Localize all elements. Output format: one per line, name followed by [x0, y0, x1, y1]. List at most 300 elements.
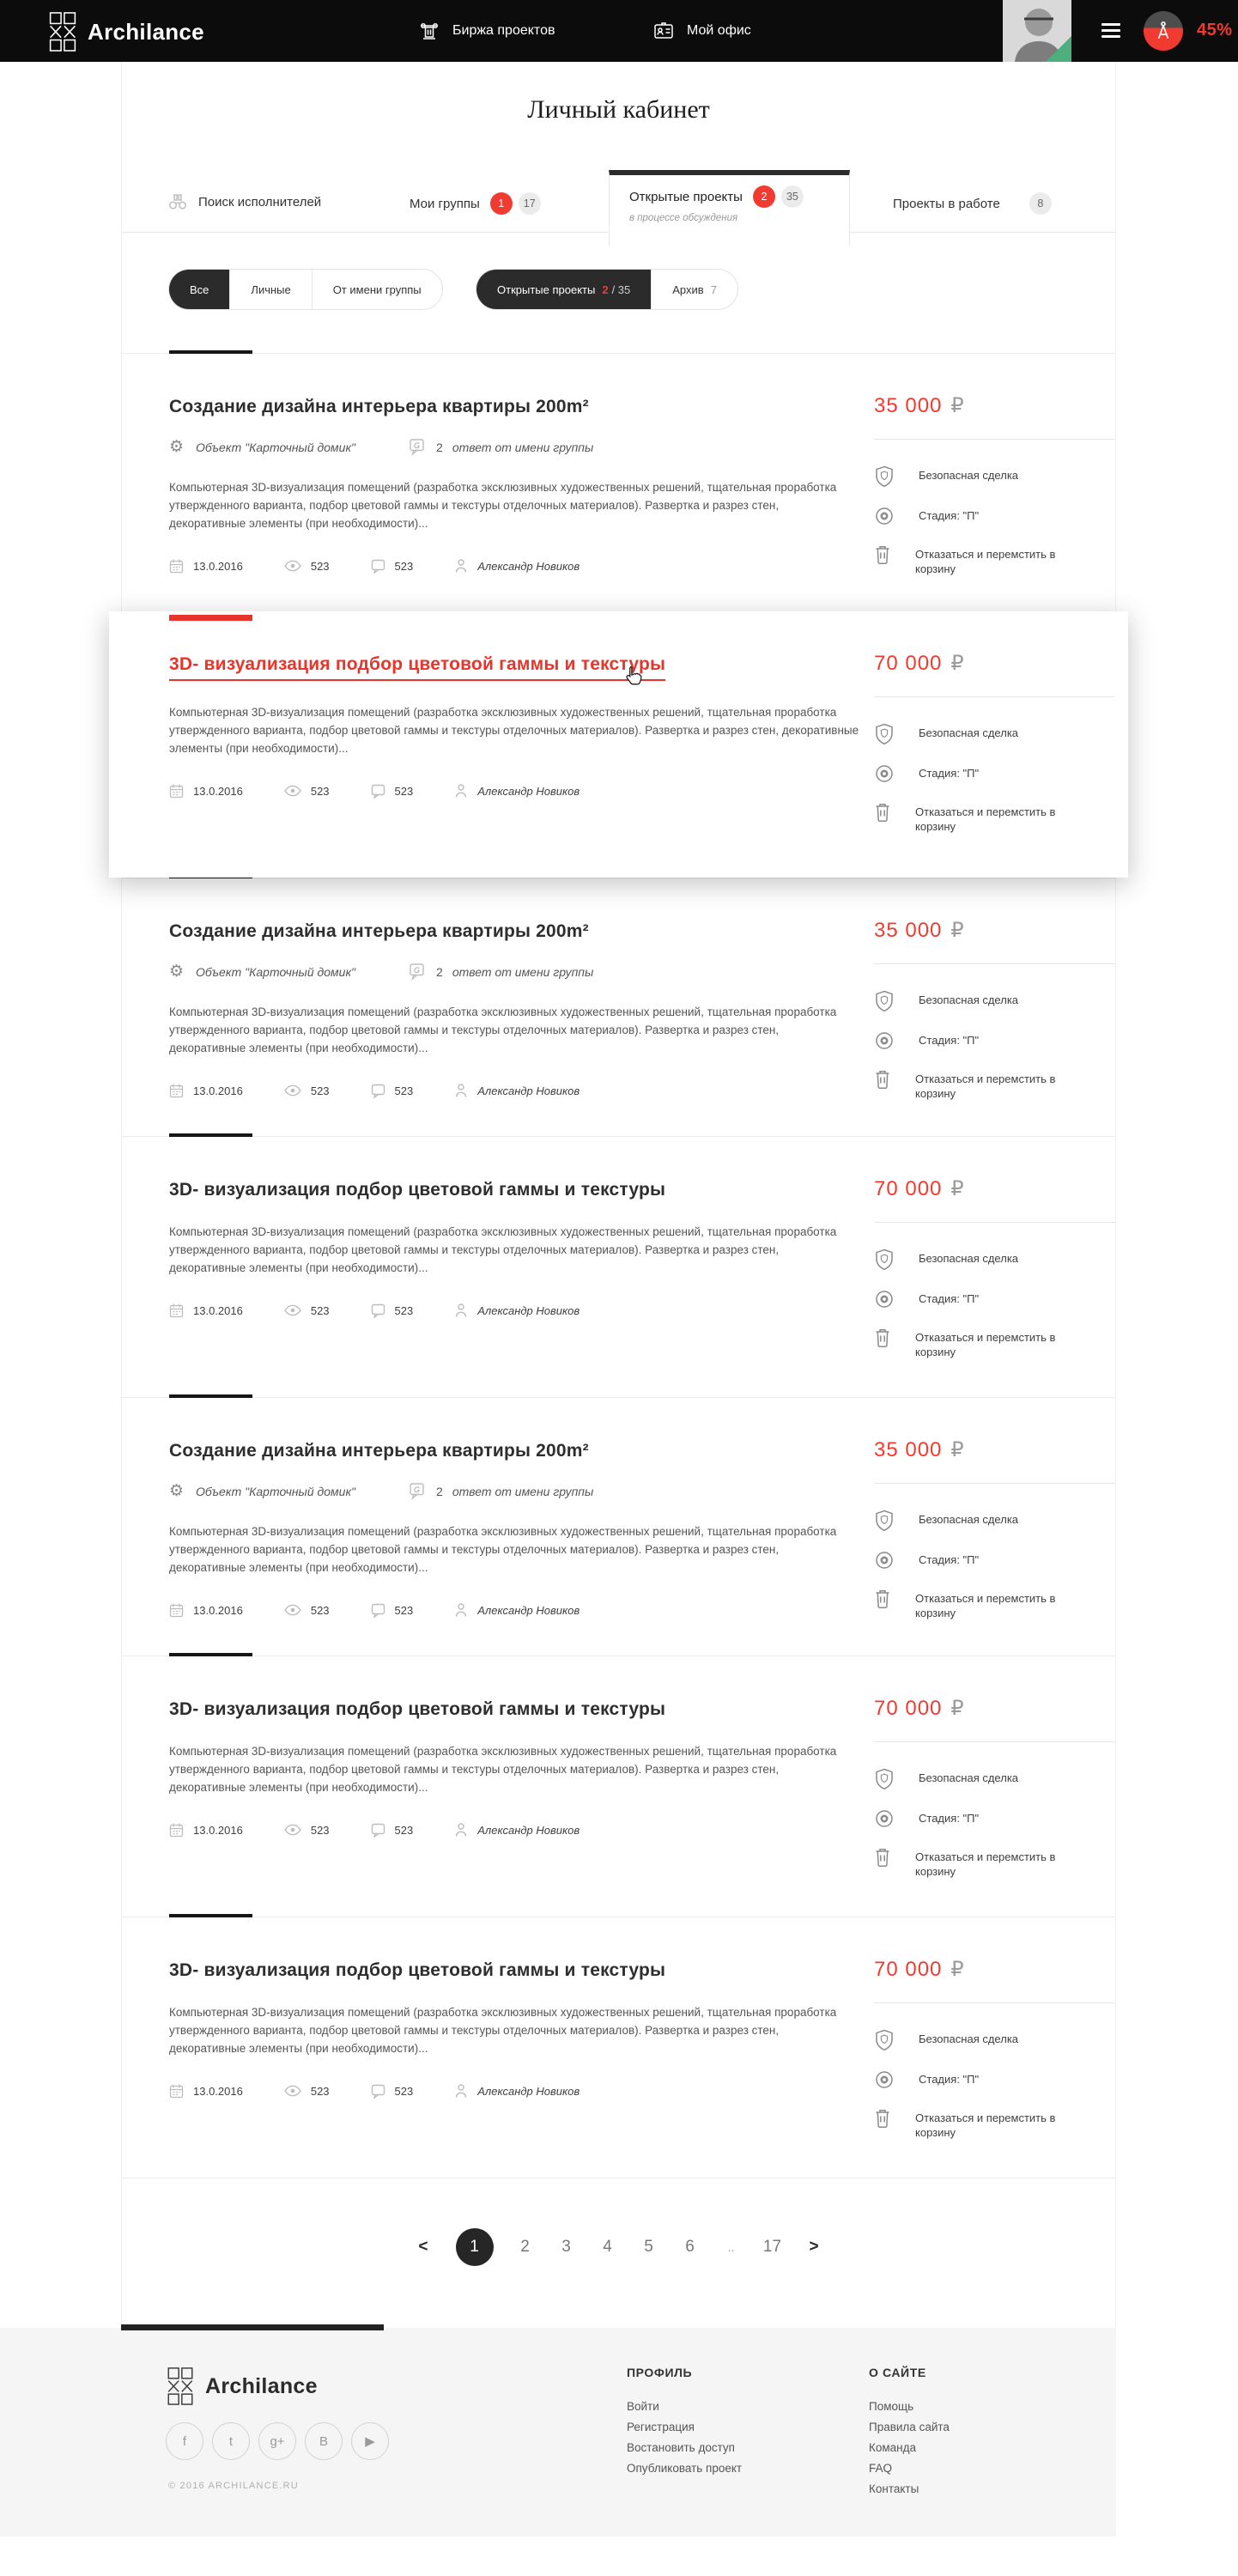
author-name: Александр Новиков [477, 784, 580, 798]
card-meta-row [169, 1083, 858, 1098]
shield-icon [874, 2029, 895, 2051]
card-side-column [874, 918, 1115, 1119]
date-meta [169, 783, 243, 799]
office-badge-icon [652, 20, 675, 42]
project-card [122, 1917, 1115, 2178]
side-divider [874, 1483, 1115, 1484]
compass-icon [1154, 21, 1173, 41]
card-main [169, 397, 858, 574]
pagination-page-3[interactable]: 3 [561, 2238, 571, 2256]
views-count: 523 [310, 1084, 330, 1097]
calendar-icon [169, 783, 184, 799]
project-description: Компьютерная 3D-визуализация помещений (разработка эксклюзивных художественных решений, тщательная проработка утвержденного варианта, подбор цветовой гаммы и текстуры отделочных материалов). Развертка и разрез стен, декоративные элементы (при необходимости)... [169, 1745, 837, 1794]
shield-icon [874, 723, 895, 745]
date-meta [169, 2083, 243, 2099]
views-meta [284, 1304, 330, 1317]
filter-archive-count: 7 [710, 283, 717, 296]
safe-deal-label: Безопасная сделка [919, 726, 1019, 739]
footer-link[interactable]: Помощь [869, 2400, 914, 2413]
discard-label: Отказаться и перемстить в корзину [915, 2111, 1056, 2139]
eye-icon [284, 2085, 301, 2097]
views-count: 523 [310, 2084, 330, 2098]
date-value: 13.0.2016 [193, 1603, 243, 1617]
date-value: 13.0.2016 [193, 2084, 243, 2098]
stage-label: Стадия: "П" [919, 767, 980, 780]
reply-label: ответ от имени группы [452, 440, 594, 454]
author-name: Александр Новиков [477, 1303, 580, 1317]
card-side-column [874, 1957, 1115, 2158]
gear-icon: ⚙ [169, 1482, 185, 1500]
comments-meta[interactable] [371, 1084, 414, 1098]
group-chat-icon [409, 1482, 427, 1500]
svg-text:G: G [414, 1485, 421, 1494]
comments-count: 523 [394, 1303, 414, 1317]
google-plus-icon[interactable]: g+ [258, 2422, 296, 2460]
svg-text:G: G [414, 966, 421, 975]
pagination-page-1[interactable]: 1 [456, 2228, 494, 2266]
object-label[interactable]: Объект "Карточный домик" [196, 440, 356, 454]
tab-bar [122, 170, 1115, 233]
social-links [166, 2422, 389, 2460]
eye-icon [284, 560, 301, 572]
tab-projects-in-progress[interactable] [893, 192, 1052, 215]
comments-meta[interactable] [371, 2084, 414, 2099]
price-value: 35 000 [874, 1438, 943, 1461]
group-reply[interactable] [409, 963, 593, 981]
card-main [169, 654, 871, 799]
pagination-pages [456, 2228, 782, 2266]
safe-deal-label: Безопасная сделка [919, 1252, 1019, 1265]
views-count: 523 [310, 1823, 330, 1837]
footer-link[interactable]: Правила сайта [869, 2421, 950, 2433]
project-card [122, 878, 1115, 1136]
top-header [0, 0, 1238, 62]
project-card [122, 1137, 1115, 1397]
card-side-column [874, 651, 1115, 852]
footer-column [627, 2366, 742, 2479]
comment-icon [371, 1603, 385, 1618]
comments-meta[interactable] [371, 1823, 414, 1838]
date-value: 13.0.2016 [193, 1823, 243, 1837]
card-main [169, 1180, 858, 1318]
safe-deal-item[interactable] [874, 2029, 1115, 2051]
filter-personal[interactable]: Личные [229, 270, 311, 309]
calendar-icon [169, 1602, 184, 1618]
comments-count: 523 [394, 2084, 414, 2098]
project-card [122, 1656, 1115, 1917]
side-divider [874, 439, 1115, 440]
group-chat-icon [409, 438, 427, 456]
trash-icon [874, 802, 891, 823]
date-meta [169, 1083, 243, 1098]
ruble-sign: ₽ [950, 918, 964, 942]
calendar-icon [169, 1822, 184, 1838]
reply-count: 2 [436, 440, 443, 454]
views-count: 523 [310, 559, 330, 573]
group-reply[interactable] [409, 1482, 593, 1500]
footer-link[interactable]: Войти [627, 2400, 659, 2413]
discard-item[interactable] [874, 544, 1115, 576]
nav-label: Биржа проектов [452, 23, 555, 38]
tab-my-groups[interactable] [410, 192, 541, 215]
stage-label: Стадия: "П" [919, 1812, 980, 1825]
card-main [169, 1699, 858, 1838]
safe-deal-label: Безопасная сделка [919, 469, 1019, 482]
ruble-sign: ₽ [950, 1696, 964, 1720]
project-price [874, 651, 1115, 676]
ruble-sign: ₽ [950, 1957, 964, 1981]
discard-item[interactable] [874, 1327, 1115, 1359]
views-meta [284, 785, 330, 798]
ruble-sign: ₽ [950, 1176, 964, 1200]
trash-icon [874, 1069, 891, 1090]
card-meta-row [169, 1602, 858, 1618]
stage-target-icon [874, 1289, 895, 1309]
safe-deal-label: Безопасная сделка [919, 2032, 1019, 2045]
comment-icon [371, 1823, 385, 1838]
card-main [169, 921, 858, 1098]
facebook-icon[interactable]: f [166, 2422, 203, 2460]
side-divider [874, 696, 1115, 697]
date-value: 13.0.2016 [193, 1303, 243, 1317]
safe-deal-label: Безопасная сделка [919, 1771, 1019, 1784]
badge-new-count: 2 [753, 185, 775, 208]
project-price [874, 1176, 1115, 1201]
footer-link[interactable]: Команда [869, 2441, 917, 2454]
pagination-page-..: .. [727, 2240, 735, 2254]
pagination-next[interactable]: > [809, 2238, 819, 2256]
card-meta-row [169, 783, 871, 799]
stage-label: Стадия: "П" [919, 509, 980, 522]
footer-link[interactable]: Опубликовать проект [627, 2462, 743, 2475]
project-list [122, 353, 1115, 2178]
object-label[interactable]: Объект "Карточный домик" [196, 964, 356, 979]
project-description: Компьютерная 3D-визуализация помещений (разработка эксклюзивных художественных решений, тщательная проработка утвержденного варианта, подбор цветовой гаммы и текстуры отделочных материалов). Развертка и разрез стен, декоративные элементы (при необходимости)... [169, 1225, 837, 1274]
footer-link[interactable]: Регистрация [627, 2421, 695, 2433]
comments-count: 523 [394, 559, 414, 573]
comment-icon [371, 784, 385, 799]
stage-item[interactable] [874, 1289, 1115, 1309]
trash-icon [874, 1847, 891, 1868]
pagination-page-6[interactable]: 6 [685, 2238, 695, 2256]
views-meta [284, 1824, 330, 1837]
tab-label: Мои группы [410, 196, 480, 211]
nav-label: Мой офис [687, 23, 751, 38]
profile-progress-percent: 45% [1197, 21, 1233, 39]
person-icon [454, 783, 468, 799]
safe-deal-item[interactable] [874, 1768, 1115, 1790]
stage-target-icon [874, 1808, 895, 1829]
eye-icon [284, 1084, 301, 1097]
discard-item[interactable] [874, 1847, 1115, 1879]
author-meta[interactable] [454, 1602, 580, 1618]
stage-target-icon [874, 1030, 895, 1051]
pagination-page-4[interactable]: 4 [603, 2238, 612, 2256]
twitter-icon[interactable]: t [212, 2422, 250, 2460]
person-icon [454, 2083, 468, 2099]
stage-item[interactable] [874, 506, 1115, 526]
author-name: Александр Новиков [477, 1084, 580, 1097]
views-count: 523 [310, 784, 330, 798]
safe-deal-label: Безопасная сделка [919, 993, 1019, 1006]
card-main [169, 1441, 858, 1618]
discard-label: Отказаться и перемстить в корзину [915, 1592, 1056, 1619]
project-price [874, 918, 1115, 943]
nav-my-office[interactable] [652, 0, 751, 62]
binoculars-icon [168, 192, 187, 211]
card-side-column [874, 1696, 1115, 1897]
price-value: 70 000 [874, 1697, 943, 1720]
footer-column-title: ПРОФИЛЬ [627, 2366, 693, 2379]
menu-burger-icon[interactable] [1101, 23, 1120, 41]
safe-deal-item[interactable] [874, 1510, 1115, 1532]
comments-count: 523 [394, 784, 414, 798]
footer-brand-name: Archilance [205, 2373, 318, 2398]
project-title[interactable]: 3D- визуализация подбор цветовой гаммы и текстуры [169, 1960, 666, 1980]
stage-item[interactable] [874, 1808, 1115, 1829]
filter-open-projects[interactable] [476, 270, 651, 309]
profile-progress-badge[interactable] [1144, 11, 1183, 51]
footer-link[interactable]: FAQ [869, 2462, 893, 2475]
badge-new-count: 1 [490, 192, 513, 215]
discard-label: Отказаться и перемстить в корзину [915, 1331, 1056, 1358]
comment-icon [371, 1303, 385, 1318]
discard-item[interactable] [874, 802, 1115, 834]
group-reply[interactable] [409, 438, 593, 456]
tab-open-projects[interactable] [609, 170, 850, 246]
reply-label: ответ от имени группы [452, 1484, 594, 1498]
project-description: Компьютерная 3D-визуализация помещений (разработка эксклюзивных художественных решений, тщательная проработка утвержденного варианта, подбор цветовой гаммы и текстуры отделочных материалов). Развертка и разрез стен, декоративные элементы (при необходимости)... [169, 1525, 837, 1574]
eye-icon [284, 1304, 301, 1316]
person-icon [454, 558, 468, 574]
author-name: Александр Новиков [477, 559, 580, 573]
discard-label: Отказаться и перемстить в корзину [915, 548, 1056, 575]
project-description: Компьютерная 3D-визуализация помещений (разработка эксклюзивных художественных решений, тщательная проработка утвержденного варианта, подбор цветовой гаммы и текстуры отделочных материалов). Развертка и разрез стен, декоративные элементы (при необходимости)... [169, 2006, 837, 2055]
safe-deal-item[interactable] [874, 723, 1115, 745]
side-divider [874, 1741, 1115, 1742]
pagination-page-2[interactable]: 2 [520, 2238, 530, 2256]
reply-count: 2 [436, 964, 443, 979]
date-meta [169, 1303, 243, 1318]
person-icon [454, 1822, 468, 1838]
project-card [122, 354, 1115, 611]
author-meta[interactable] [454, 1822, 580, 1838]
ruble-sign: ₽ [950, 651, 964, 675]
shield-icon [874, 1768, 895, 1790]
archilance-logo-icon [167, 2367, 193, 2405]
pagination-page-5[interactable]: 5 [644, 2238, 653, 2256]
gear-icon: ⚙ [169, 438, 185, 456]
stage-label: Стадия: "П" [919, 1034, 980, 1047]
project-title[interactable]: Создание дизайна интерьера квартиры 200m² [169, 397, 589, 416]
project-title[interactable]: 3D- визуализация подбор цветовой гаммы и текстуры [169, 654, 665, 681]
filter-label: Открытые проекты [497, 283, 596, 296]
comments-meta[interactable] [371, 1303, 414, 1318]
project-price [874, 1437, 1115, 1462]
card-side-column [874, 393, 1115, 594]
brand-logo[interactable] [49, 12, 204, 52]
footer-link[interactable]: Контакты [869, 2482, 919, 2495]
ruble-sign: ₽ [950, 1437, 964, 1461]
status-filter-group [476, 269, 738, 310]
filter-bar [122, 269, 1115, 310]
price-value: 35 000 [874, 394, 943, 417]
price-value: 35 000 [874, 919, 943, 942]
filter-all[interactable]: Все [169, 270, 229, 309]
price-value: 70 000 [874, 652, 943, 675]
price-value: 70 000 [874, 1958, 943, 1981]
date-meta [169, 1602, 243, 1618]
project-price [874, 393, 1115, 418]
safe-deal-label: Безопасная сделка [919, 1513, 1019, 1526]
badge-total-count: 35 [781, 185, 804, 208]
comment-icon [371, 1084, 385, 1098]
hand-cursor-icon [622, 665, 643, 689]
trash-icon [874, 544, 891, 565]
reply-label: ответ от имени группы [452, 964, 594, 979]
author-meta[interactable] [454, 1303, 580, 1318]
object-meta-row [169, 963, 858, 981]
stage-item[interactable] [874, 2069, 1115, 2090]
ruble-sign: ₽ [950, 393, 964, 417]
pagination-page-17[interactable]: 17 [762, 2238, 782, 2256]
views-count: 523 [310, 1603, 330, 1617]
shield-icon [874, 990, 895, 1012]
footer-link[interactable]: Востановить доступ [627, 2441, 735, 2454]
tab-subtitle: в процессе обсуждения [629, 213, 738, 223]
discard-item[interactable] [874, 2108, 1115, 2140]
views-meta [284, 1604, 330, 1617]
project-card [109, 611, 1128, 878]
shield-icon [874, 1510, 895, 1532]
card-side-column [874, 1437, 1115, 1638]
person-icon [454, 1303, 468, 1318]
comment-icon [371, 2084, 385, 2099]
project-title[interactable]: Создание дизайна интерьера квартиры 200m² [169, 921, 589, 941]
pagination [122, 2178, 1115, 2328]
footer-column [869, 2366, 950, 2500]
calendar-icon [169, 558, 184, 574]
stage-target-icon [874, 506, 895, 526]
safe-deal-item[interactable] [874, 990, 1115, 1012]
comments-count: 523 [394, 1603, 414, 1617]
filter-on-behalf-of-group[interactable]: От имени группы [312, 270, 442, 309]
author-name: Александр Новиков [477, 1823, 580, 1837]
project-title[interactable]: 3D- визуализация подбор цветовой гаммы и текстуры [169, 1180, 666, 1200]
user-avatar[interactable] [1003, 0, 1071, 62]
footer-column-title: О САЙТЕ [869, 2366, 926, 2379]
discard-label: Отказаться и перемстить в корзину [915, 1850, 1056, 1878]
safe-deal-item[interactable] [874, 1249, 1115, 1271]
safe-deal-item[interactable] [874, 465, 1115, 488]
filter-archive[interactable] [651, 270, 737, 309]
date-meta [169, 1822, 243, 1838]
views-meta [284, 560, 330, 573]
stage-target-icon [874, 1550, 895, 1571]
pagination-prev[interactable]: < [418, 2238, 428, 2256]
group-chat-icon [409, 963, 427, 981]
discard-label: Отказаться и перемстить в корзину [915, 1072, 1056, 1100]
object-meta-row [169, 1482, 858, 1500]
youtube-icon[interactable]: ▶ [351, 2422, 389, 2460]
author-name: Александр Новиков [477, 1603, 580, 1617]
brand-name: Archilance [88, 18, 204, 45]
calendar-icon [169, 1083, 184, 1098]
behance-icon[interactable]: B [305, 2422, 343, 2460]
comments-meta[interactable] [371, 784, 414, 799]
views-meta [284, 2085, 330, 2098]
filter-open-count: 2 [602, 283, 609, 296]
card-meta-row [169, 1303, 858, 1318]
tab-search-executors[interactable] [168, 192, 321, 211]
badge-total-count: 8 [1029, 192, 1052, 215]
stage-target-icon [874, 763, 895, 784]
object-label[interactable]: Объект "Карточный домик" [196, 1484, 356, 1498]
author-name: Александр Новиков [477, 2084, 580, 2098]
author-meta[interactable] [454, 1083, 580, 1098]
stage-label: Стадия: "П" [919, 1292, 980, 1305]
filter-open-total: / 35 [611, 283, 631, 296]
object-meta-row [169, 438, 858, 456]
footer-accent-bar [121, 2324, 384, 2330]
archilance-logo-icon [49, 12, 76, 52]
main-container [121, 62, 1116, 2328]
author-meta[interactable] [454, 558, 580, 574]
card-side-column [874, 1176, 1115, 1377]
project-price [874, 1957, 1115, 1982]
date-value: 13.0.2016 [193, 559, 243, 573]
copyright: © 2016 ARCHILANCE.RU [168, 2481, 299, 2491]
stage-target-icon [874, 2069, 895, 2090]
gear-icon: ⚙ [169, 963, 185, 981]
discard-item[interactable] [874, 1069, 1115, 1101]
side-divider [874, 963, 1115, 964]
eye-icon [284, 785, 301, 797]
views-count: 523 [310, 1303, 330, 1317]
project-description: Компьютерная 3D-визуализация помещений (разработка эксклюзивных художественных решений, тщательная проработка утвержденного варианта, подбор цветовой гаммы и текстуры отделочных материалов). Развертка и разрез стен, декоративные элементы (при необходимости)... [169, 706, 859, 755]
footer-logo[interactable] [167, 2367, 318, 2405]
card-meta-row [169, 2083, 858, 2099]
side-divider [874, 1222, 1115, 1223]
card-top-dash-highlighted [169, 615, 252, 621]
side-divider [874, 2002, 1115, 2003]
project-title[interactable]: Создание дизайна интерьера квартиры 200m² [169, 1441, 589, 1461]
comments-meta[interactable] [371, 1603, 414, 1618]
comments-meta[interactable] [371, 559, 414, 574]
project-card [122, 1398, 1115, 1656]
svg-text:G: G [414, 441, 421, 450]
person-icon [454, 1083, 468, 1098]
trash-icon [874, 1327, 891, 1348]
date-meta [169, 558, 243, 574]
author-meta[interactable] [454, 2083, 580, 2099]
footer [0, 2328, 1116, 2537]
shield-icon [874, 465, 895, 488]
stage-item[interactable] [874, 1030, 1115, 1051]
calendar-icon [169, 2083, 184, 2099]
stage-item[interactable] [874, 1550, 1115, 1571]
date-value: 13.0.2016 [193, 1084, 243, 1097]
stage-item[interactable] [874, 763, 1115, 784]
nav-project-exchange[interactable] [418, 0, 555, 62]
author-meta[interactable] [454, 783, 580, 799]
eye-icon [284, 1824, 301, 1836]
card-meta-row [169, 1822, 858, 1838]
discard-item[interactable] [874, 1589, 1115, 1620]
project-title[interactable]: 3D- визуализация подбор цветовой гаммы и текстуры [169, 1699, 666, 1719]
price-value: 70 000 [874, 1177, 943, 1200]
tab-label: Открытые проекты [629, 189, 743, 204]
